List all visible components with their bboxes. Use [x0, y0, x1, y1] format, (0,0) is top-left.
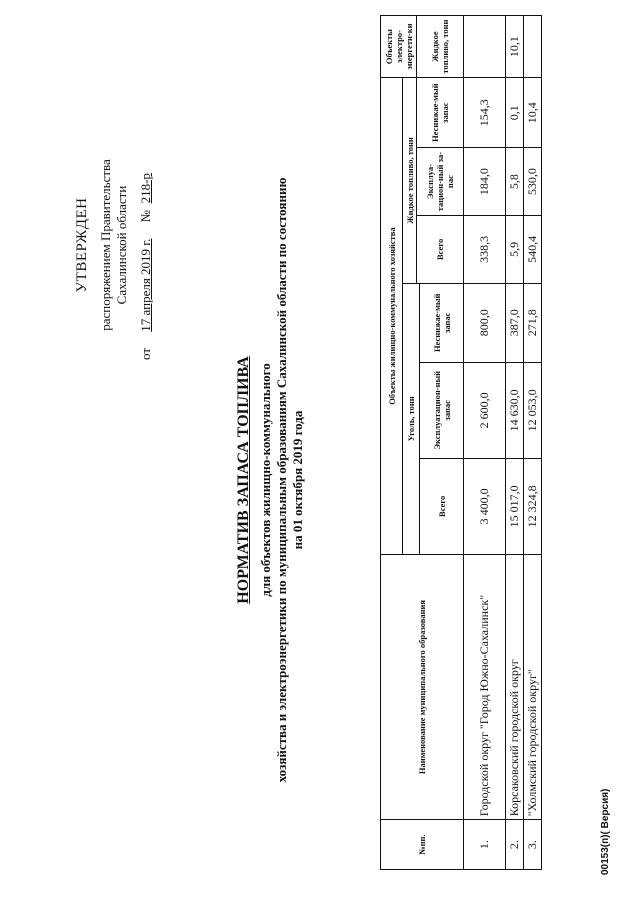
row-name: Корсаковский городской округ: [506, 554, 524, 819]
table-row: [506, 16, 524, 870]
liquid-total: 5,9: [506, 215, 524, 283]
document-title: НОРМАТИВ ЗАПАСА ТОПЛИВА: [235, 356, 252, 604]
header-energy: Объекты электро-энергети-ки: [381, 16, 417, 78]
fuel-norm-table: [380, 15, 542, 870]
row-name: Городской округ "Город Южно-Сахалинск": [464, 554, 506, 819]
header-coal: Уголь, тонн: [403, 283, 420, 554]
coal-emergency: 387,0: [506, 283, 524, 362]
document-heading: [236, 175, 306, 785]
coal-total: 15 017,0: [506, 458, 524, 554]
row-num: 3.: [524, 820, 542, 870]
approval-date: 17 апреля 2019 г.: [138, 238, 153, 332]
liquid-emergency: 0,1: [506, 78, 524, 148]
header-housing: Объекты жилищно-коммунального хозяйства: [381, 78, 403, 555]
document-footer: 00153(п)( Версия): [600, 788, 611, 875]
coal-operational: 14 630,0: [506, 362, 524, 458]
heading-line-1: для объектов жилищно-коммунального: [258, 363, 273, 597]
heading-line-2: хозяйства и электроэнергетики по муниципальным образованиям Сахалинской области по состоянию: [274, 177, 289, 783]
header-liquid: Жидкое топливо, тонн: [403, 78, 417, 284]
liquid-total: 540,4: [524, 215, 542, 283]
liquid-emergency: 154,3: [464, 78, 506, 148]
energy-liquid: [464, 16, 506, 78]
coal-total: 3 400,0: [464, 458, 506, 554]
approval-line-2: Сахалинской области: [114, 185, 129, 305]
approval-line-1: распоряжением Правительства: [98, 159, 113, 331]
table-row: [464, 16, 506, 870]
coal-emergency: 800,0: [464, 283, 506, 362]
header-liquid-total: Всего: [417, 215, 464, 283]
liquid-operational: 5,8: [506, 148, 524, 216]
approval-number: 218-р: [138, 173, 153, 204]
approval-title: УТВЕРЖДЕН: [74, 197, 90, 293]
header-coal-operational: Эксплуатацион-ный запас: [420, 362, 464, 458]
row-name: "Холмский городской округ": [524, 554, 542, 819]
liquid-total: 338,3: [464, 215, 506, 283]
liquid-operational: 530,0: [524, 148, 542, 216]
header-liquid-emergency: Неснижае-мый запас: [417, 78, 464, 148]
header-coal-emergency: Неснижае-мый запас: [420, 283, 464, 362]
energy-liquid: 10,1: [506, 16, 524, 78]
approval-block: [74, 130, 154, 360]
heading-line-3: на 01 октября 2019 года: [290, 410, 305, 550]
liquid-emergency: 10,4: [524, 78, 542, 148]
row-num: 1.: [464, 820, 506, 870]
coal-operational: 12 053,0: [524, 362, 542, 458]
coal-operational: 2 600,0: [464, 362, 506, 458]
from-label: от: [138, 347, 153, 360]
header-energy-liquid: Жидкое топливо, тонн: [417, 16, 464, 78]
coal-emergency: 271,8: [524, 283, 542, 362]
row-num: 2.: [506, 820, 524, 870]
header-coal-total: Всего: [420, 458, 464, 554]
number-label: №: [138, 209, 153, 223]
energy-liquid: [524, 16, 542, 78]
header-num: №пп.: [381, 820, 464, 870]
header-liquid-operational: Эксплуа-тацион-ный за-пас: [417, 148, 464, 216]
coal-total: 12 324,8: [524, 458, 542, 554]
approval-date-line: [138, 130, 154, 360]
header-name: Наименование муниципального образования: [381, 554, 464, 819]
table-row: [524, 16, 542, 870]
liquid-operational: 184,0: [464, 148, 506, 216]
